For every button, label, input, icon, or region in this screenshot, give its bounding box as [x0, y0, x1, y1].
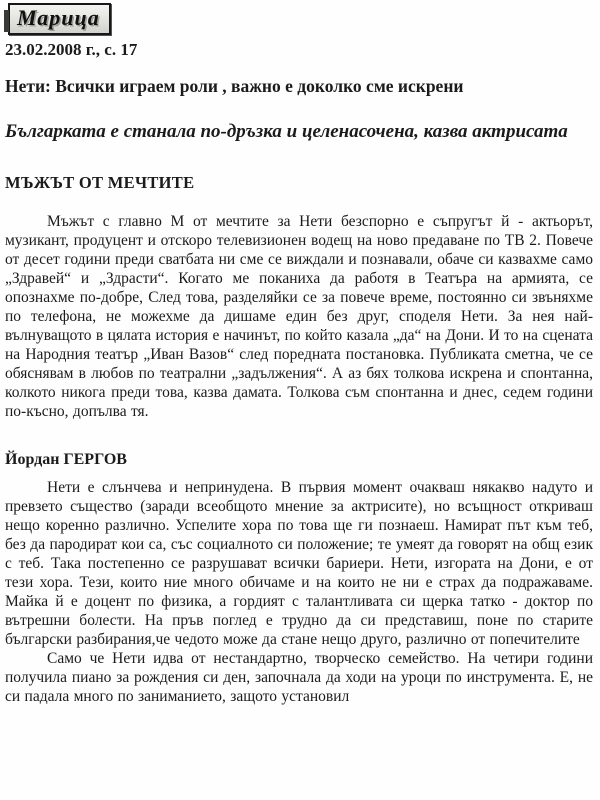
paragraph-2: Нети е слънчева и непринудена. В първия момент очакваш някакво надуто и превзето същество (заради всеобщото мнение за актрисите), но всъщност откриваш нещо коренно различно. Успелите хора по това ще ги познаеш. Намират път към теб, без да пародират кои са, със социалното си положение; те умеят да говорят на общ език с теб. Така постепенно се разрушават всички бариери. Нети, изгората на Дони, е от тези хора. Тези, които ние много обичаме и на които не ни е страх да подражаваме. Майка й е доцент по физика, а гордият с талантливата си щерка татко - доктор по вътрешни болести. На пръв поглед е трудно да си представиш, поне по старите български разбирания,че чедото може да стане нещо друго, различно от попечителите [5, 479, 593, 648]
author-byline-heading: Йордан ГЕРГОВ [5, 451, 127, 468]
newspaper-logo [8, 3, 111, 35]
newspaper-logo-text: Марица [8, 3, 111, 35]
dateline: 23.02.2008 г., с. 17 [5, 40, 138, 59]
masthead [5, 3, 593, 60]
article-body [5, 172, 593, 706]
scan-artifact [4, 10, 9, 32]
paragraph-1: Мъжът с главно М от мечтите за Нети безспорно е съпругът й - актьорът, музикант, продуцент и отскоро телевизионен водещ на ново предаване по ТВ 2. Повече от десет години преди сватбата ни сме се виждали и познавали, обаче си казвахме само „Здравей“ и „Здрасти“. Когато ме поканиха да работя в Театъра на армията, се опознахме по-добре, След това, разделяйки се за повече време, постоянно си звъняхме по телефона, не можехме да дишаме един без друг, споделя Нети. За нея най-вълнуващото в цялата история е начинът, по който казала „да“ на Дони. И то на сцената на Народния театър „Иван Вазов“ след поредната постановка. Публиката сметна, че се обяснявам в любов по театрални „задължения“. А аз бях толкова искрена и спонтанна, колкото никога преди това, казва дамата. Толкова съм спонтанна и днес, седем години по-късно, допълва тя. [5, 213, 593, 420]
section-heading-man-of-dreams: МЪЖЪТ ОТ МЕЧТИТЕ [5, 173, 195, 192]
article-headline: Нети: Всички играем роли , важно е доколко сме искрени [5, 76, 464, 96]
article-subheadline: Българката е станала по-дръзка и целенасочена, казва актрисата [5, 121, 568, 142]
paragraph-3: Само че Нети идва от нестандартно, творческо семейство. На четири години получила пиано за рождения си ден, започнала да ходи на уроци по инструмента. Е, не си падала много по заниманието, защото установил [5, 650, 593, 705]
